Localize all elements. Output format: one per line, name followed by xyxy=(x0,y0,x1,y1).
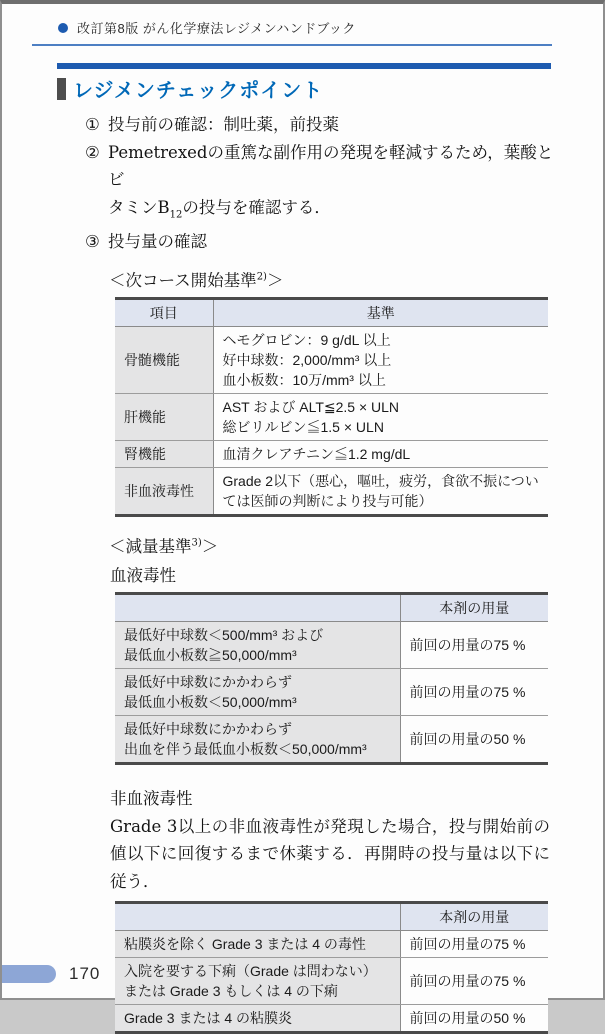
checkpoint-text xyxy=(108,139,565,229)
condition-cell xyxy=(115,621,400,668)
nonhematologic-reduction-table xyxy=(115,901,548,1034)
checkpoint-list xyxy=(85,111,565,256)
checkpoint-text: 投与量の確認 xyxy=(108,232,207,252)
text-fragment: ＞ xyxy=(266,270,284,290)
course-criteria-table xyxy=(115,297,548,517)
reference-superscript: 2) xyxy=(256,271,267,283)
text-fragment: ＜次コース開始基準 xyxy=(109,270,257,290)
checkpoint-number: ② xyxy=(85,142,100,162)
condition-line: 最低血小板数＜50,000/mm³ xyxy=(124,693,297,710)
nonhematologic-label: 非血液毒性 xyxy=(110,788,193,808)
bullet-dot-icon xyxy=(58,23,68,33)
reference-superscript: 3) xyxy=(191,537,202,549)
checkpoint-item xyxy=(85,228,565,256)
table-row xyxy=(115,393,548,440)
checkpoint-text: 投与前の確認：制吐薬，前投薬 xyxy=(108,115,339,134)
item-cell: 骨髄機能 xyxy=(115,326,213,393)
checkpoint-item xyxy=(85,139,565,229)
criteria-line: ヘモグロビン：9 g/dL 以上 xyxy=(222,331,391,348)
table-row xyxy=(115,621,548,668)
page-footer xyxy=(2,964,100,984)
column-header-item: 項目 xyxy=(115,298,213,326)
title-bar-icon xyxy=(57,78,66,100)
column-header-criteria: 基準 xyxy=(213,298,548,326)
condition-line: または Grade 3 もしくは 4 の下痢 xyxy=(124,983,338,1000)
criteria-cell xyxy=(213,393,548,440)
course-criteria-heading xyxy=(109,267,603,291)
criteria-cell xyxy=(213,326,548,393)
condition-line: 入院を要する下痢（Grade は問わない） xyxy=(124,963,377,980)
nonhematologic-note: Grade 3以上の非血液毒性が発現した場合，投与開始前の値以下に回復するまで休薬する．再開時の投与量は以下に従う． xyxy=(110,816,550,891)
hematologic-reduction-table xyxy=(115,592,548,765)
condition-cell: 粘膜炎を除く Grade 3 または 4 の毒性 xyxy=(115,931,400,958)
checkpoint-line: Pemetrexedの重篤な副作用の発現を軽減するため，葉酸とビ xyxy=(108,142,554,189)
subscript: 12 xyxy=(169,208,183,220)
running-head xyxy=(58,18,603,37)
criteria-cell: 血清クレアチニン≦1.2 mg/dL xyxy=(213,440,548,467)
condition-line: 出血を伴う最低血小板数＜50,000/mm³ xyxy=(124,740,367,757)
table-row xyxy=(115,1005,548,1033)
column-header-dose: 本剤の用量 xyxy=(400,593,548,621)
condition-line: 最低好中球数にかかわらず xyxy=(124,673,292,690)
dose-cell: 前回の用量の75 % xyxy=(400,931,548,958)
table-row xyxy=(115,467,548,515)
checkpoint-number: ③ xyxy=(85,232,100,252)
criteria-cell: Grade 2以下（悪心，嘔吐，疲労，食欲不振については医師の判断により投与可能） xyxy=(213,467,548,515)
condition-cell xyxy=(115,668,400,715)
column-header-empty xyxy=(115,903,400,931)
table-row xyxy=(115,958,548,1005)
text-fragment: の投与を確認する． xyxy=(182,197,331,217)
table-row xyxy=(115,668,548,715)
item-cell: 非血液毒性 xyxy=(115,467,213,515)
table-row xyxy=(115,440,548,467)
condition-cell xyxy=(115,715,400,763)
table-row xyxy=(115,326,548,393)
item-cell: 腎機能 xyxy=(115,440,213,467)
table-header-row xyxy=(115,298,548,326)
dose-cell: 前回の用量の75 % xyxy=(400,958,548,1005)
reduction-criteria-heading xyxy=(109,533,603,557)
column-header-empty xyxy=(115,593,400,621)
criteria-line: AST および ALT≦2.5 × ULN xyxy=(222,398,400,415)
checkpoint-line xyxy=(108,194,565,229)
page-number-tab xyxy=(2,965,56,983)
criteria-line: 血小板数：10万/mm³ 以上 xyxy=(222,371,386,388)
hematologic-label: 血液毒性 xyxy=(110,565,176,585)
header-rule xyxy=(32,44,552,46)
criteria-line: 総ビリルビン≦1.5 × ULN xyxy=(222,418,384,435)
table-row xyxy=(115,715,548,763)
table-header-row xyxy=(115,593,548,621)
table-header-row xyxy=(115,903,548,931)
item-cell: 肝機能 xyxy=(115,393,213,440)
condition-cell xyxy=(115,958,400,1005)
text-fragment: ＜減量基準 xyxy=(109,536,192,556)
section-title-block xyxy=(57,63,551,103)
condition-line: 最低好中球数＜500/mm³ および xyxy=(124,626,324,643)
dose-cell: 前回の用量の75 % xyxy=(400,621,548,668)
section-title: レジメンチェックポイント xyxy=(73,80,324,102)
dose-cell: 前回の用量の50 % xyxy=(400,715,548,763)
condition-cell: Grade 3 または 4 の粘膜炎 xyxy=(115,1005,400,1033)
condition-line: 最低好中球数にかかわらず xyxy=(124,720,292,737)
dose-cell: 前回の用量の50 % xyxy=(400,1005,548,1033)
text-fragment: ＞ xyxy=(201,536,219,556)
table-row xyxy=(115,931,548,958)
checkpoint-item xyxy=(85,111,565,139)
text-fragment: タミンB xyxy=(108,197,170,217)
column-header-dose: 本剤の用量 xyxy=(400,903,548,931)
condition-line: 最低血小板数≧50,000/mm³ xyxy=(124,646,297,663)
checkpoint-number: ① xyxy=(85,115,100,134)
dose-cell: 前回の用量の75 % xyxy=(400,668,548,715)
page-number: 170 xyxy=(69,964,101,983)
book-title: 改訂第8版 がん化学療法レジメンハンドブック xyxy=(77,21,356,36)
criteria-line: 好中球数：2,000/mm³ 以上 xyxy=(222,351,392,368)
